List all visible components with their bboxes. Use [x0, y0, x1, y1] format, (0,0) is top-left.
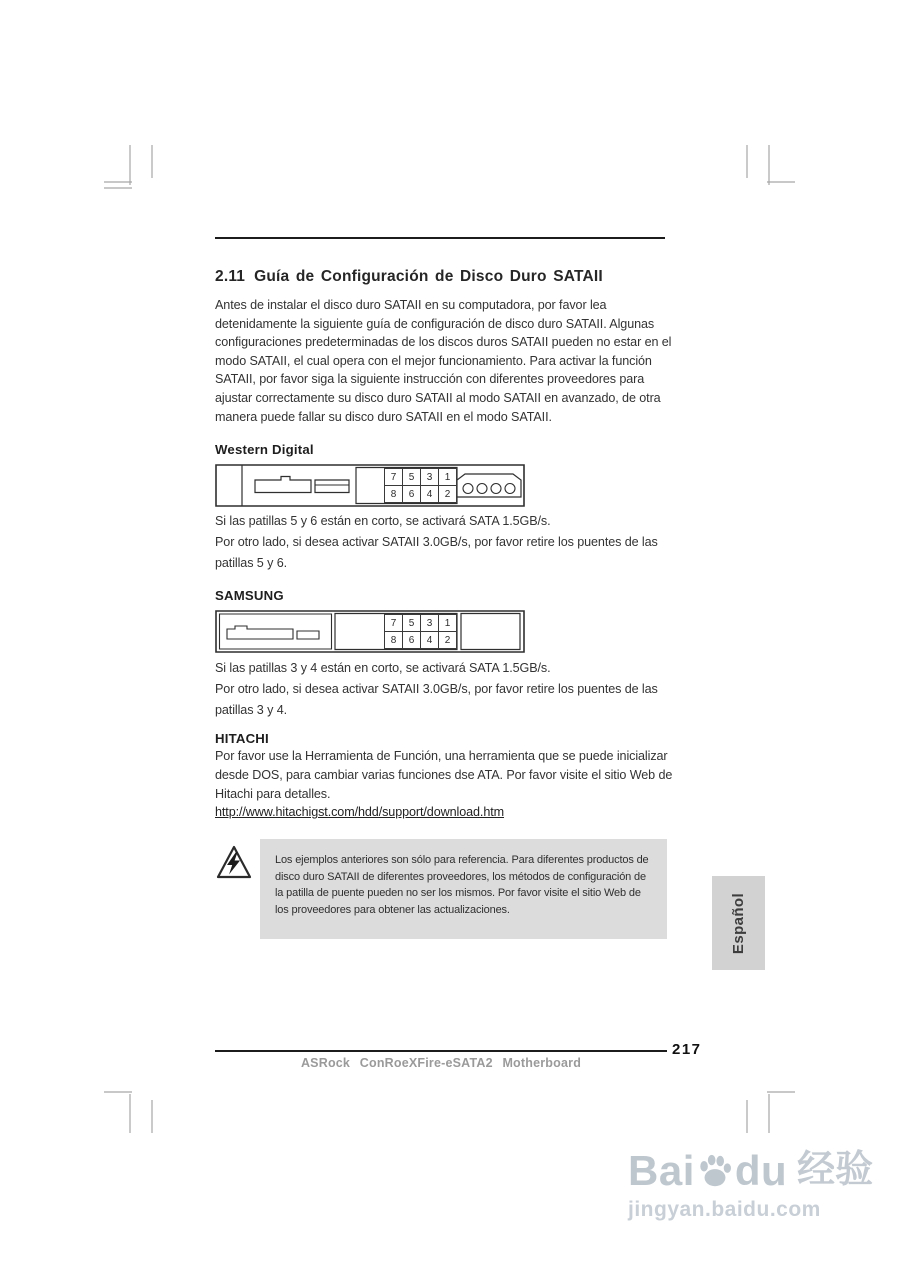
- pin-label: 4: [421, 632, 439, 649]
- section-title: [215, 268, 685, 286]
- western-digital-heading: Western Digital: [215, 442, 314, 457]
- crop-mark-top-left: [104, 145, 164, 198]
- samsung-note-2: Por otro lado, si desea activar SATAII 3.0GB/s, por favor retire los puentes de las patillas 3 y 4.: [215, 681, 658, 717]
- hitachi-paragraph: Por favor use la Herramienta de Función, una herramienta que se puede inicializar desde DOS, para cambiar varias funciones dse ATA. Por favor visite el sitio Web de Hitachi para detalles.: [215, 749, 673, 801]
- baidu-jingyan-cjk: 经验: [797, 1149, 874, 1192]
- pin-label: 2: [439, 486, 457, 503]
- samsung-jumper-diagram: [215, 610, 525, 653]
- wd-note-2: Por otro lado, si desea activar SATAII 3.0GB/s, por favor retire los puentes de las patillas 5 y 6.: [215, 534, 658, 570]
- page-number: 217: [672, 1041, 702, 1058]
- samsung-notes: [215, 658, 677, 720]
- hitachi-download-link[interactable]: http://www.hitachigst.com/hdd/support/download.htm: [215, 805, 505, 819]
- section-number: 2.11: [215, 268, 246, 285]
- baidu-logo-text-suffix: du: [734, 1147, 788, 1194]
- western-digital-notes: [215, 511, 677, 573]
- section-title-text: Guía de Configuración de Disco Duro SATAII: [254, 268, 603, 285]
- baidu-jingyan-url: jingyan.baidu.com: [628, 1198, 821, 1221]
- pin-label: 7: [385, 615, 403, 632]
- pin-label: 8: [385, 486, 403, 503]
- pin-label: 5: [403, 469, 421, 486]
- pin-label: 1: [439, 615, 457, 632]
- samsung-note-1: Si las patillas 3 y 4 están en corto, se activará SATA 1.5GB/s.: [215, 661, 551, 675]
- pin-label: 1: [439, 469, 457, 486]
- wd-jumper-pin-grid: [384, 468, 457, 503]
- wd-note-1: Si las patillas 5 y 6 están en corto, se activará SATA 1.5GB/s.: [215, 514, 551, 528]
- hitachi-heading: HITACHI: [215, 731, 269, 746]
- pin-label: 7: [385, 469, 403, 486]
- pin-label: 4: [421, 486, 439, 503]
- samsung-jumper-pin-grid: [384, 614, 457, 649]
- baidu-paw-icon: [696, 1152, 734, 1190]
- warning-note-box: [260, 839, 667, 939]
- hdd-connector-drawing: [215, 464, 525, 507]
- intro-paragraph: Antes de instalar el disco duro SATAII en su computadora, por favor lea detenidamente la siguiente guía de configuración de disco duro SATAII. Algunas configuraciones predeterminadas de los discos duros SATAII pueden no estar en el modo SATAII, el cual opera con el mejor funcionamiento. Para activar la función SATAII, por favor siga la siguiente instrucción con diferentes proveedores para ajustar correctamente su disco duro SATAII al modo SATAII en avanzado, de otra manera puede fallar su disco duro SATAII en el modo SATAII.: [215, 298, 672, 424]
- samsung-heading: SAMSUNG: [215, 588, 284, 603]
- language-tab-espanol: [712, 876, 765, 970]
- warning-lightning-icon: [214, 843, 254, 888]
- pin-label: 3: [421, 469, 439, 486]
- pin-label: 6: [403, 486, 421, 503]
- language-tab-label: Español: [730, 892, 747, 954]
- top-divider: [215, 237, 665, 239]
- pin-label: 3: [421, 615, 439, 632]
- crop-mark-bottom-left: [104, 1085, 164, 1138]
- crop-mark-top-right: [735, 145, 795, 198]
- warning-text: Los ejemplos anteriores son sólo para referencia. Para diferentes productos de disco duro SATAII de diferentes proveedores, los métodos de configuración de la patilla de puente pueden no ser los mismos. Por favor visite el sitio Web de los proveedores para obtener las actualizaciones.: [275, 854, 649, 916]
- pin-label: 6: [403, 632, 421, 649]
- hdd-connector-drawing: [215, 610, 525, 653]
- crop-mark-bottom-right: [735, 1085, 795, 1138]
- footer-divider: [215, 1050, 667, 1052]
- baidu-logo: [628, 1147, 874, 1194]
- pin-label: 5: [403, 615, 421, 632]
- western-digital-jumper-diagram: [215, 464, 525, 507]
- pin-label: 8: [385, 632, 403, 649]
- pin-label: 2: [439, 632, 457, 649]
- baidu-logo-text-prefix: Bai: [628, 1147, 695, 1194]
- baidu-watermark: [628, 1147, 874, 1222]
- footer-title: ASRock ConRoeXFire-eSATA2 Motherboard: [300, 1056, 582, 1070]
